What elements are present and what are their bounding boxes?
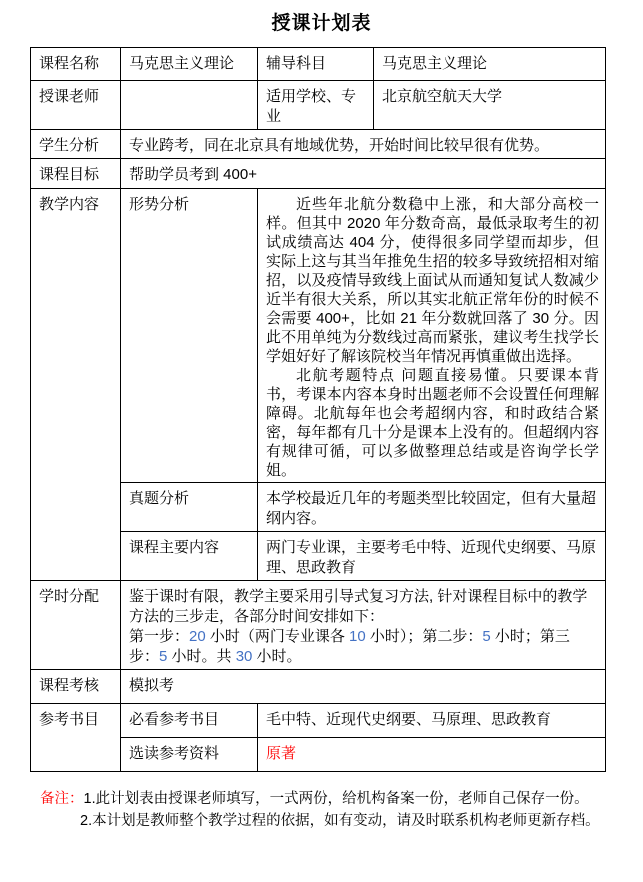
row-course-name: [31, 48, 606, 81]
school-label: 适用学校、专业: [258, 81, 374, 130]
hours-step-text: 小时。: [252, 648, 302, 665]
tutoring-subject-label: 辅导科目: [258, 48, 374, 81]
references-label: 参考书目: [31, 704, 121, 772]
assessment-label: 课程考核: [31, 670, 121, 704]
optional-read-value: 原著: [258, 738, 606, 772]
situation-analysis-value: [258, 189, 606, 483]
page-title: 授课计划表: [271, 13, 372, 34]
past-papers-label: 真题分析: [121, 483, 258, 532]
optional-read-label: 选读参考资料: [121, 738, 258, 772]
hours-intro-text: 鉴于课时有限，教学主要采用引导式复习方法, 针对课程目标中的教学方法的三步走，各部分时间安排如下：: [129, 588, 588, 625]
course-goal-label: 课程目标: [31, 159, 121, 189]
assessment-value: 模拟考: [121, 670, 606, 704]
past-papers-value: 本学校最近几年的考题类型比较固定，但有大量超纲内容。: [258, 483, 606, 532]
teaching-content-label: 教学内容: [31, 189, 121, 581]
hours-number: 30: [235, 648, 253, 665]
main-content-value: 两门专业课，主要考毛中特、近现代史纲要、马原理、思政教育: [258, 532, 606, 581]
situation-paragraph-1: 近些年北航分数稳中上涨，和大部分高校一样。但其中 2020 年分数奇高，最低录取考生的初试成绩高达 404 分，使得很多同学望而却步，但实际上这与其当年推免生招的较多导致统招相对缩招，以及疫情导致线上面试从而通知复试人数减少近半有很大关系，所以其实北航正常年份的时候不会需要 400+，比如 21 年分数就回落了 30 分。因此不用单纯为分数线过高而紧张，建议考生找学长学姐好好了解该院校当年情况再慎重做出选择。: [266, 196, 599, 365]
hours-label: 学时分配: [31, 581, 121, 670]
row-must-read: [31, 704, 606, 738]
student-analysis-label: 学生分析: [31, 130, 121, 159]
remark-line-1: [40, 788, 615, 810]
hours-step-text: 第一步：: [129, 628, 190, 645]
remark-text-1: 1.此计划表由授课老师填写，一式两份，给机构备案一份，老师自己保存一份。: [83, 791, 589, 807]
main-content-label: 课程主要内容: [121, 532, 258, 581]
teacher-label: 授课老师: [31, 81, 121, 130]
hours-number: 5: [159, 648, 168, 665]
hours-step-text: 小时）；第二步：: [365, 628, 483, 645]
remark-line-2: 2.本计划是教师整个教学过程的依据，如有变动，请及时联系机构老师更新存档。: [80, 813, 600, 829]
situation-analysis-label: 形势分析: [121, 189, 258, 483]
hours-value: [121, 581, 606, 670]
row-student-analysis: [31, 130, 606, 159]
row-course-goal: [31, 159, 606, 189]
hours-number: 10: [349, 628, 366, 645]
hours-step-text: 小时。共: [167, 648, 236, 665]
row-hours: [31, 581, 606, 670]
course-goal-value: 帮助学员考到 400+: [121, 159, 606, 189]
hours-step-text: 小时（两门专业课各: [205, 628, 350, 645]
remarks-label: 备注：: [40, 791, 84, 807]
tutoring-subject-value: 马克思主义理论: [374, 48, 606, 81]
remarks-block: [40, 788, 615, 832]
row-situation-analysis: [31, 189, 606, 483]
row-teacher: [31, 81, 606, 130]
hours-step-text: 小时；第三步：: [129, 628, 570, 665]
teaching-plan-table: [30, 47, 606, 772]
course-name-value: 马克思主义理论: [121, 48, 258, 81]
student-analysis-value: 专业跨考，同在北京具有地域优势，开始时间比较早很有优势。: [121, 130, 606, 159]
must-read-value: 毛中特、近现代史纲要、马原理、思政教育: [258, 704, 606, 738]
hours-number: 5: [482, 628, 491, 645]
hours-number: 20: [189, 628, 206, 645]
school-value: 北京航空航天大学: [374, 81, 606, 130]
situation-paragraph-2: 北航考题特点 问题直接易懂。只要课本背书，考课本内容本身时出题老师不会设置任何理解障碍。北航每年也会考超纲内容，和时政结合紧密，每年都有几十分是课本上没有的。但超纲内容有规律可循，可以多做整理总结或是咨询学长学姐。: [266, 367, 599, 479]
course-name-label: 课程名称: [31, 48, 121, 81]
row-assessment: [31, 670, 606, 704]
must-read-label: 必看参考书目: [121, 704, 258, 738]
teacher-value: [121, 81, 258, 130]
